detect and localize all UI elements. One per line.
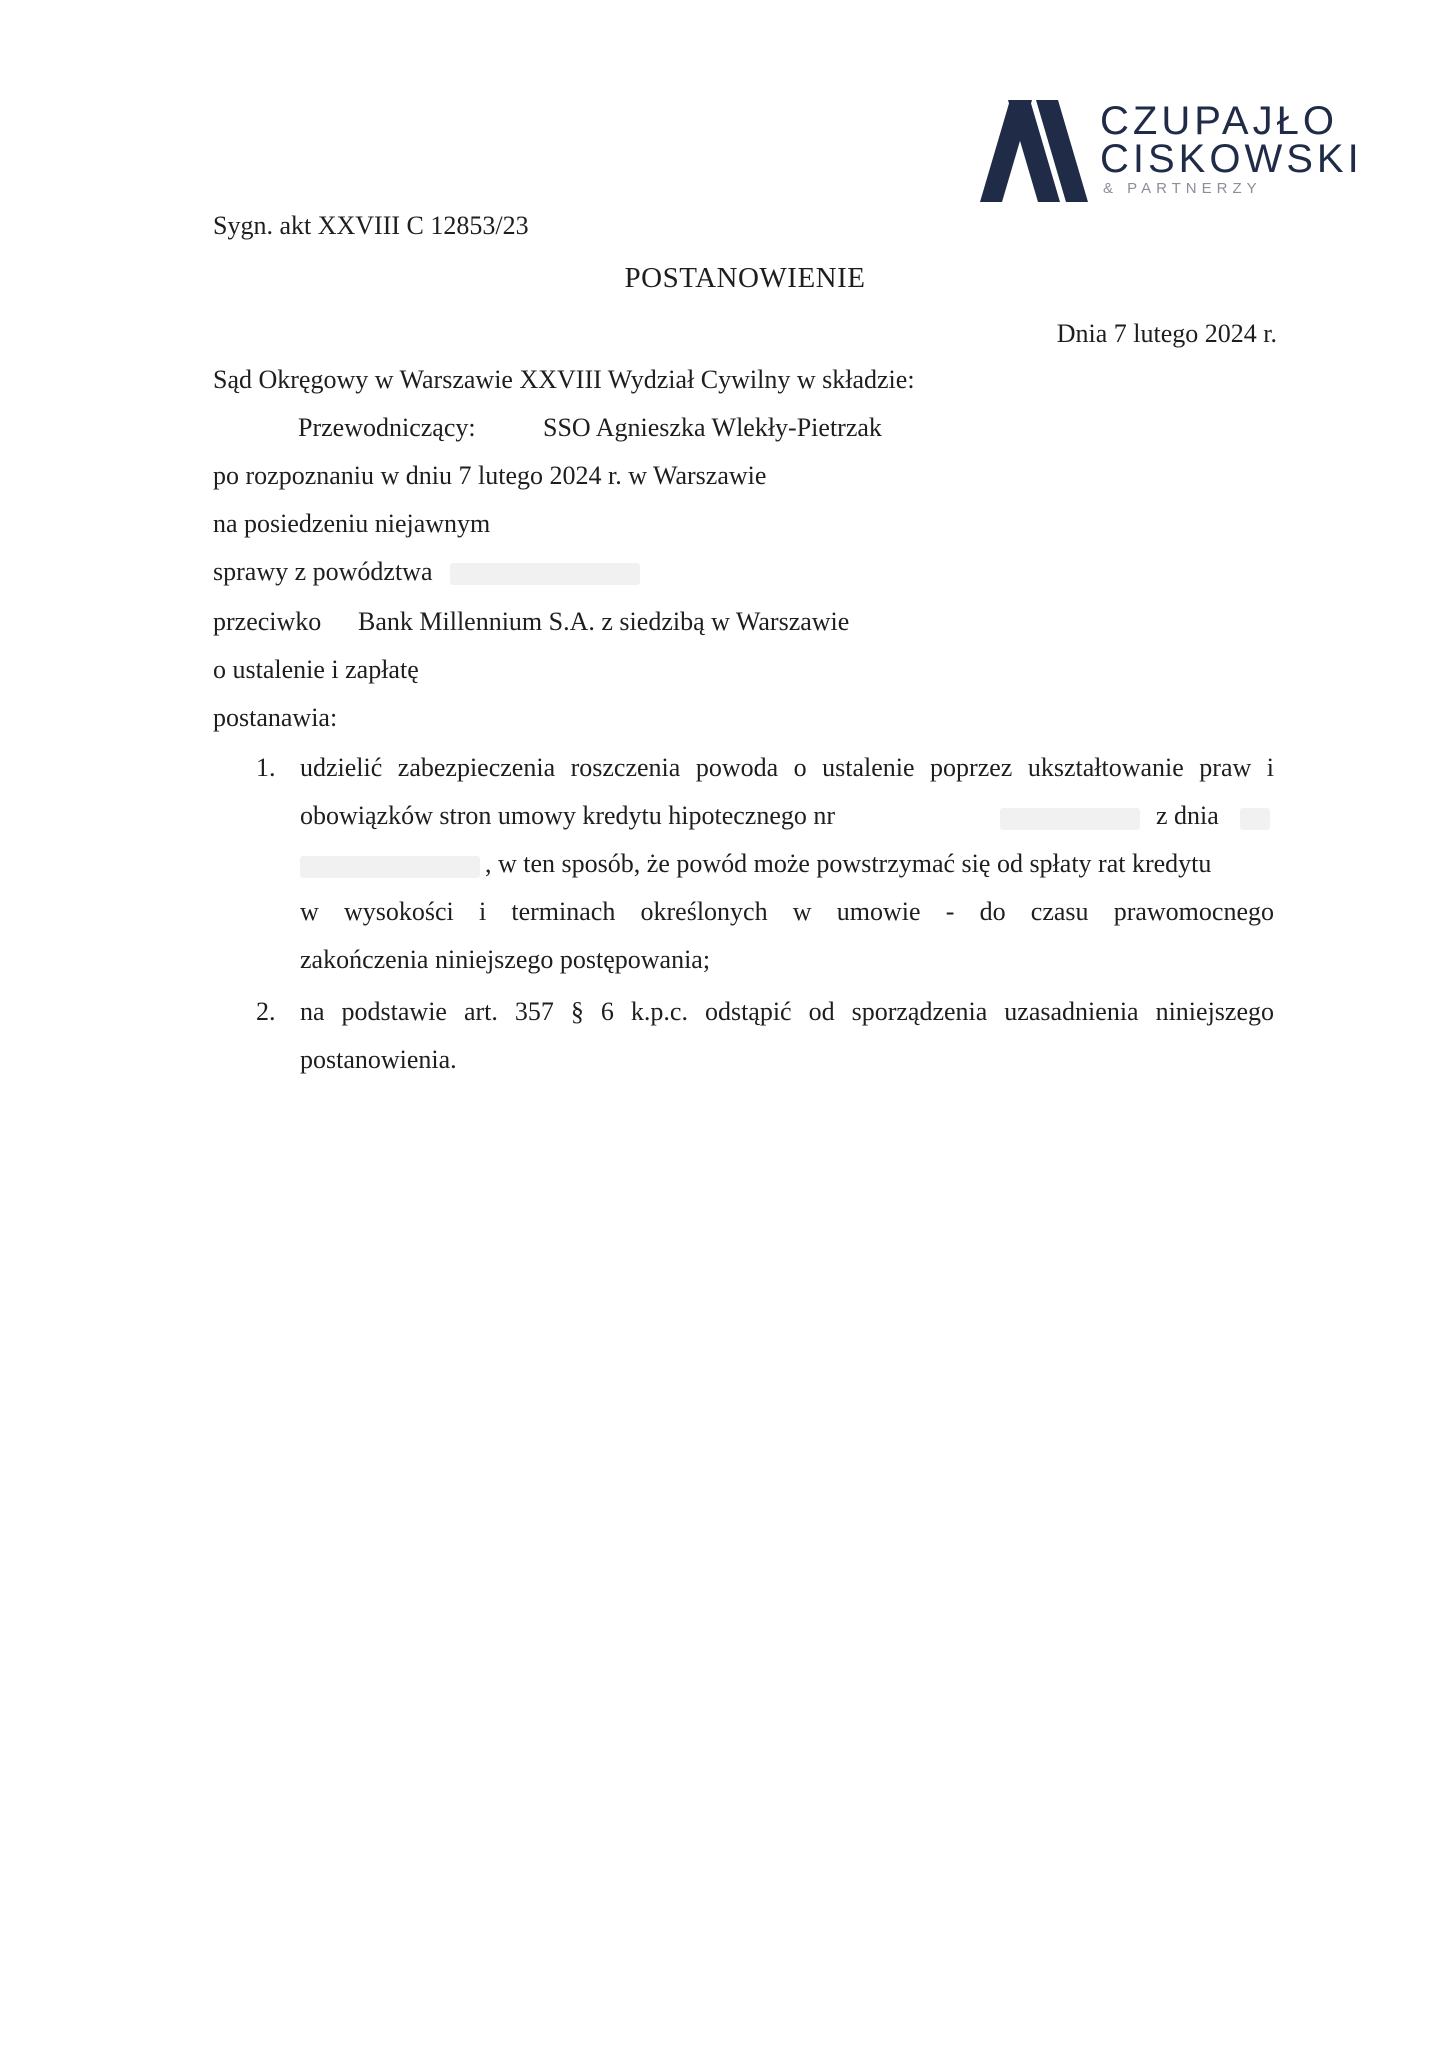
item-1-line-1: udzielić zabezpieczenia roszczenia powoda o ustalenie poprzez ukształtowanie praw i	[300, 753, 1274, 782]
item-1-line-5: zakończenia niniejszego postępowania;	[300, 945, 711, 974]
document-title: POSTANOWIENIE	[624, 262, 866, 294]
against-label: przeciwko	[213, 607, 322, 636]
item-2-line-1: na podstawie art. 357 § 6 k.p.c. odstąpić od sporządzenia uzasadnienia niniejszego	[300, 997, 1274, 1026]
document-date: Dnia 7 lutego 2024 r.	[1056, 319, 1277, 348]
subject-line: o ustalenie i zapłatę	[213, 655, 419, 684]
firm-logo	[980, 99, 1363, 210]
firm-subtitle: & PARTNERZY	[1103, 180, 1262, 197]
redacted-contract-number	[1000, 808, 1140, 830]
defendant-name: Bank Millennium S.A. z siedzibą w Warszawie	[358, 607, 850, 636]
case-signature: Sygn. akt XXVIII C 12853/23	[213, 211, 529, 240]
firm-logo-mark	[980, 100, 1092, 202]
decision-intro: postanawia:	[213, 703, 338, 732]
item-1-line-2-left: obowiązków stron umowy kredytu hipotecznego nr	[300, 801, 836, 830]
consideration-line: po rozpoznaniu w dniu 7 lutego 2024 r. w Warszawie	[213, 461, 767, 490]
item-1-line-2-right: z dnia	[1156, 801, 1219, 830]
redacted-contract-date-part1	[1240, 808, 1270, 830]
item-2-line-2: postanowienia.	[300, 1045, 457, 1074]
firm-name-line2: CISKOWSKI	[1100, 137, 1363, 181]
item-1-line-3: , w ten sposób, że powód może powstrzymać się od spłaty rat kredytu	[485, 849, 1212, 878]
item-2-number: 2.	[256, 997, 276, 1026]
item-1-line-4: w wysokości i terminach określonych w umowie - do czasu prawomocnego	[300, 897, 1274, 926]
redacted-claimant	[450, 563, 640, 585]
firm-name-line1: CZUPAJŁO	[1100, 99, 1338, 143]
claim-line: sprawy z powództwa	[213, 557, 433, 586]
session-line: na posiedzeniu niejawnym	[213, 509, 491, 538]
chair-label: Przewodniczący:	[298, 413, 476, 442]
court-composition: Sąd Okręgowy w Warszawie XXVIII Wydział Cywilny w składzie:	[213, 365, 915, 394]
redacted-contract-date-part2	[300, 856, 480, 878]
firm-name	[1100, 99, 1363, 181]
item-1-number: 1.	[256, 753, 276, 782]
chair-name: SSO Agnieszka Wlekły-Pietrzak	[543, 413, 882, 442]
